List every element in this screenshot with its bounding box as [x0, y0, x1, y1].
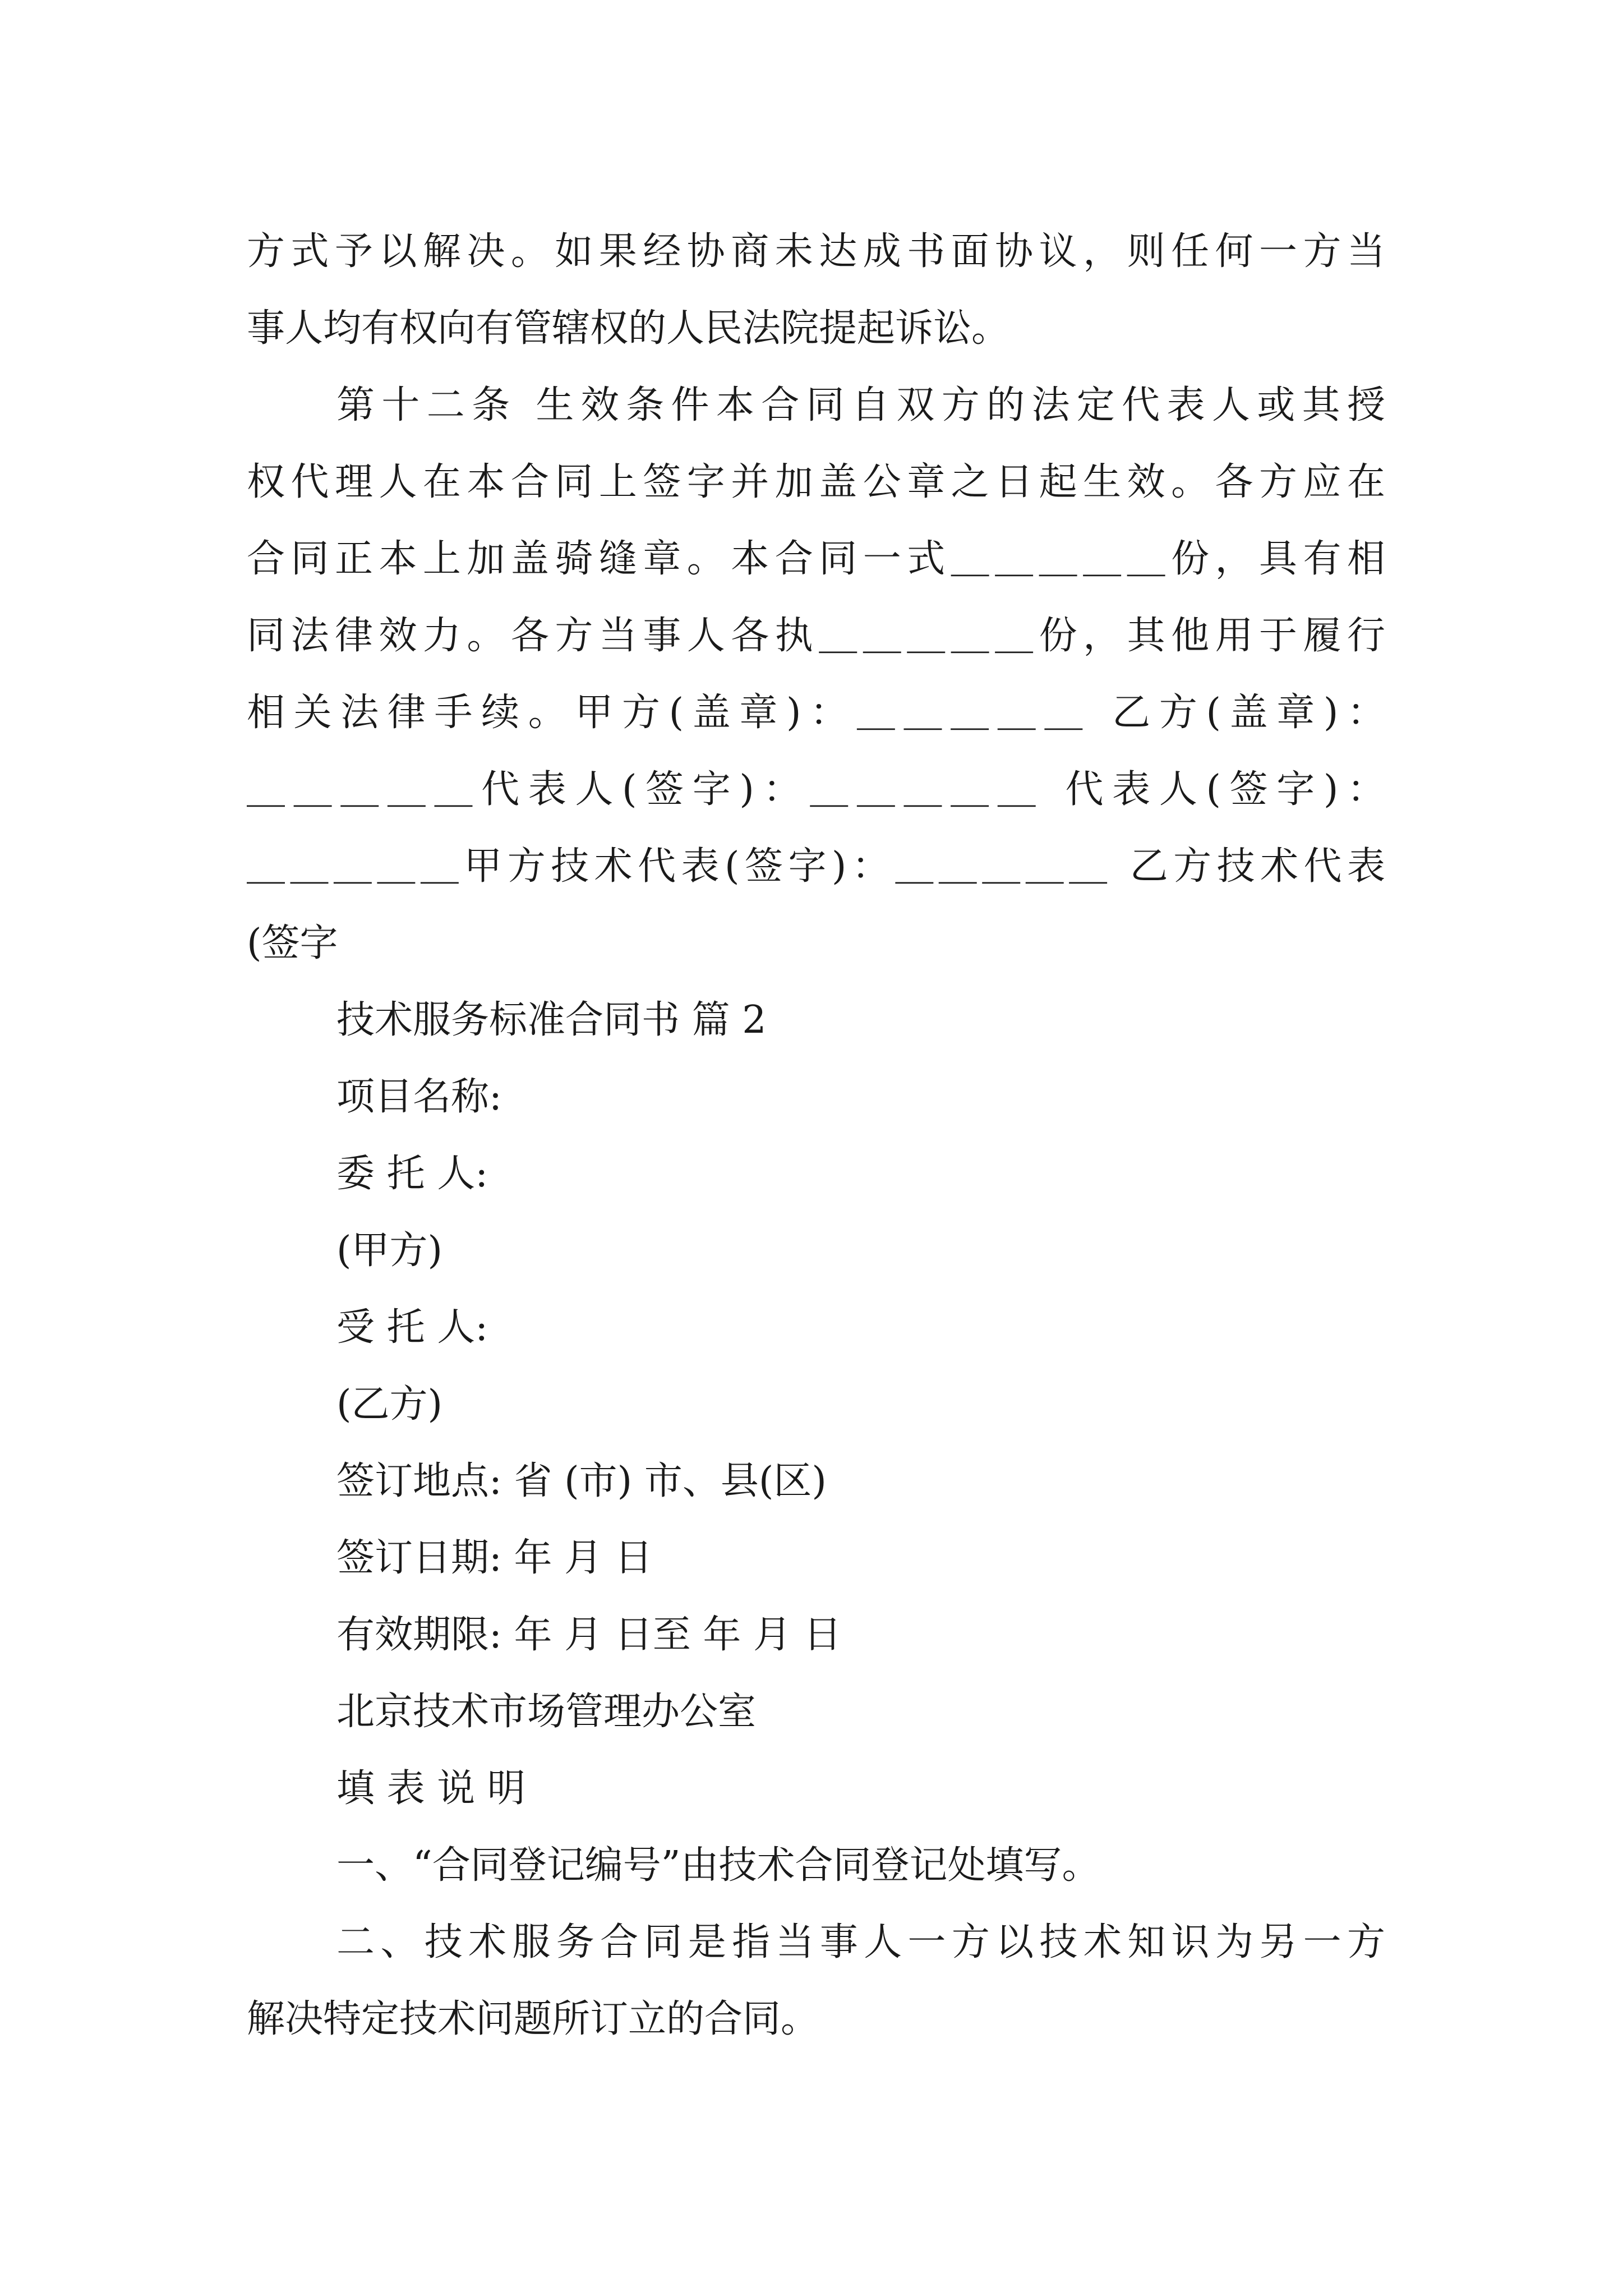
text-line-4: 权代理人在本合同上签字并加盖公章之日起生效。各方应在 — [247, 460, 1385, 504]
document-body — [247, 213, 1385, 2058]
party-seal-line: 相关法律手续。甲方(盖章)：＿＿＿＿＿ 乙方(盖章)： — [247, 691, 1385, 735]
instruction-item-1: 一、“合同登记编号”由技术合同登记处填写。 — [336, 1843, 1100, 1888]
contractor-field: 受 托 人: — [336, 1305, 488, 1350]
representative-signature-line: ＿＿＿＿＿代表人(签字)：＿＿＿＿＿ 代表人(签字)： — [247, 767, 1385, 812]
signing-date-field: 签订日期: 年 月 日 — [336, 1536, 653, 1580]
party-a-label: (甲方) — [336, 1228, 443, 1273]
client-field: 委 托 人: — [336, 1152, 488, 1196]
technical-representative-line: ＿＿＿＿＿甲方技术代表(签字)：＿＿＿＿＿ 乙方技术代表 — [247, 844, 1385, 889]
text-line-2: 事人均有权向有管辖权的人民法院提起诉讼。 — [247, 306, 1010, 351]
text-line-10: (签字 — [247, 921, 338, 965]
instruction-item-2-continued: 解决特定技术问题所订立的合同。 — [247, 1997, 819, 2041]
instruction-item-2: 二、技术服务合同是指当事人一方以技术知识为另一方 — [336, 1920, 1385, 1964]
copies-count-line: 合同正本上加盖骑缝章。本合同一式＿＿＿＿＿份，具有相 — [247, 537, 1385, 581]
section-title: 技术服务标准合同书 篇 2 — [336, 998, 767, 1042]
project-name-field: 项目名称: — [336, 1075, 502, 1119]
instructions-heading: 填 表 说 明 — [336, 1766, 525, 1811]
copies-held-line: 同法律效力。各方当事人各执＿＿＿＿＿份，其他用于履行 — [247, 614, 1385, 658]
article-12-heading-line: 第十二条 生效条件本合同自双方的法定代表人或其授 — [336, 383, 1385, 427]
issuing-office: 北京技术市场管理办公室 — [336, 1690, 757, 1734]
signing-place-field: 签订地点: 省 (市) 市、县(区) — [336, 1459, 827, 1503]
validity-period-field: 有效期限: 年 月 日至 年 月 日 — [336, 1613, 842, 1657]
party-b-label: (乙方) — [336, 1382, 443, 1427]
text-line-1: 方式予以解决。如果经协商未达成书面协议，则任何一方当 — [247, 229, 1385, 274]
